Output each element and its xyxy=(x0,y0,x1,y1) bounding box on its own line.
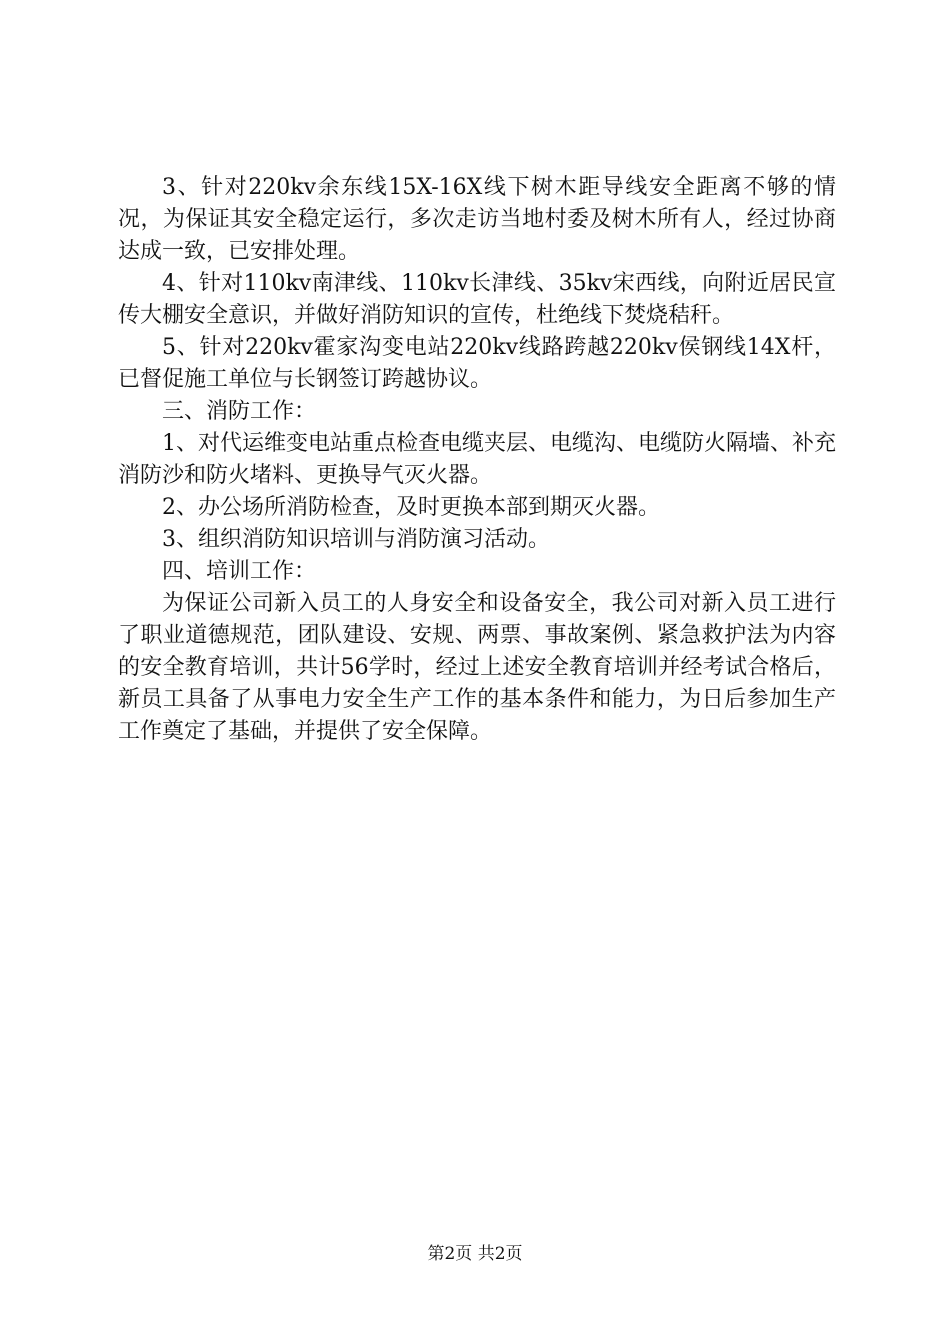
paragraph-fire-item-3: 3、组织消防知识培训与消防演习活动。 xyxy=(162,527,550,552)
paragraph-item-4-greenhouse-safety: 4、针对110kv南津线、110kv长津线、35kv宋西线，向附近居民宣传大棚安全意识，并做好消防知识的宣传，杜绝线下焚烧秸秆。 xyxy=(118,271,836,328)
paragraph-fire-item-2: 2、办公场所消防检查，及时更换本部到期灭火器。 xyxy=(162,495,660,520)
page-number: 第2页 共2页 xyxy=(427,1244,523,1264)
section-heading-training: 四、培训工作： xyxy=(162,559,317,584)
document-body xyxy=(118,172,836,748)
paragraph-training-summary: 为保证公司新入员工的人身安全和设备安全，我公司对新入员工进行了职业道德规范，团队建设、安规、两票、事故案例、紧急救护法为内容的安全教育培训，共计56学时，经过上述安全教育培训并经考试合格后，新员工具备了从事电力安全生产工作的基本条件和能力，为日后参加生产工作奠定了基础，并提供了安全保障。 xyxy=(118,591,836,744)
paragraph-item-3-tree-clearance: 3、针对220kv余东线15X-16X线下树木距导线安全距离不够的情况，为保证其安全稳定运行，多次走访当地村委及树木所有人，经过协商达成一致，已安排处理。 xyxy=(118,175,836,264)
paragraph-item-5-line-crossing: 5、针对220kv霍家沟变电站220kv线路跨越220kv侯钢线14X杆，已督促施工单位与长钢签订跨越协议。 xyxy=(118,335,836,392)
section-heading-fire-protection: 三、消防工作： xyxy=(162,399,317,424)
paragraph-fire-item-1: 1、对代运维变电站重点检查电缆夹层、电缆沟、电缆防火隔墙、补充消防沙和防火堵料、更换导气灭火器。 xyxy=(118,431,836,488)
